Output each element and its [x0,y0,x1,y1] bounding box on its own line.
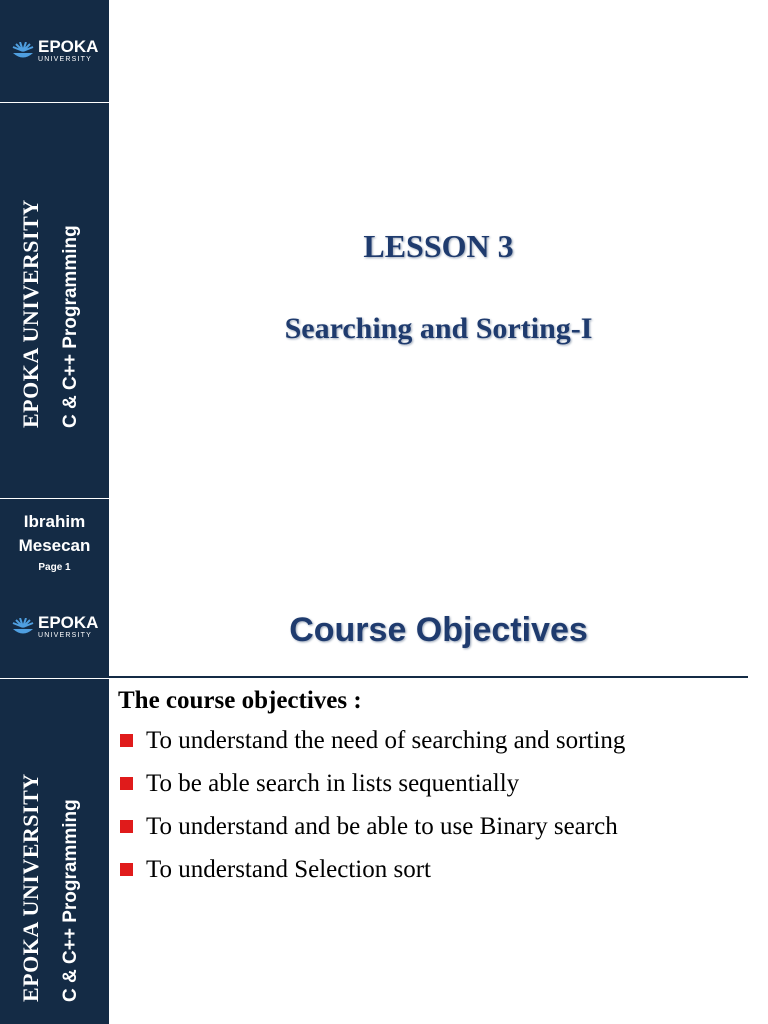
sunburst-logo-icon [12,618,34,636]
sidebar-slide-2 [0,602,109,1024]
logo-box [0,0,109,102]
list-item [118,724,758,758]
list-item [118,853,758,887]
red-square-bullet-icon [120,734,133,747]
objectives-content [118,684,758,896]
red-square-bullet-icon [120,863,133,876]
vertical-title-block [0,103,109,498]
logo-subtitle: UNIVERSITY [38,56,93,63]
objectives-list [118,724,758,887]
section-title: Course Objectives [289,611,588,649]
logo-subtitle: UNIVERSITY [38,632,93,639]
sidebar-divider [0,498,109,499]
epoka-logo [12,38,98,63]
sunburst-logo-icon [12,42,34,60]
logo-name: EPOKA [38,613,99,632]
logo-name: EPOKA [38,37,99,56]
epoka-logo [12,614,98,639]
page-number: Page 1 [38,562,71,573]
vertical-course-label: C & C++ Programming [60,225,81,428]
author-first-name: Ibrahim [23,512,86,531]
list-item [118,767,758,801]
vertical-university-label: EPOKA UNIVERSITY [18,773,43,1002]
red-square-bullet-icon [120,777,133,790]
list-item-text: To understand Selection sort [146,856,431,883]
list-item-text: To understand and be able to use Binary search [146,813,618,840]
sidebar-slide-1 [0,0,109,602]
lesson-subtitle: Searching and Sorting-I [284,312,593,345]
list-item [118,810,758,844]
author-last-name: Mesecan [18,536,91,555]
author-block [0,510,109,573]
title-underline [109,676,748,678]
vertical-university-label: EPOKA UNIVERSITY [18,199,43,428]
lesson-title: LESSON 3 [363,228,514,264]
red-square-bullet-icon [120,820,133,833]
objectives-heading: The course objectives : [118,687,362,714]
vertical-course-label: C & C++ Programming [60,799,81,1002]
sidebar-divider [0,678,109,679]
list-item-text: To be able search in lists sequentially [146,770,520,797]
list-item-text: To understand the need of searching and sorting [146,727,626,754]
